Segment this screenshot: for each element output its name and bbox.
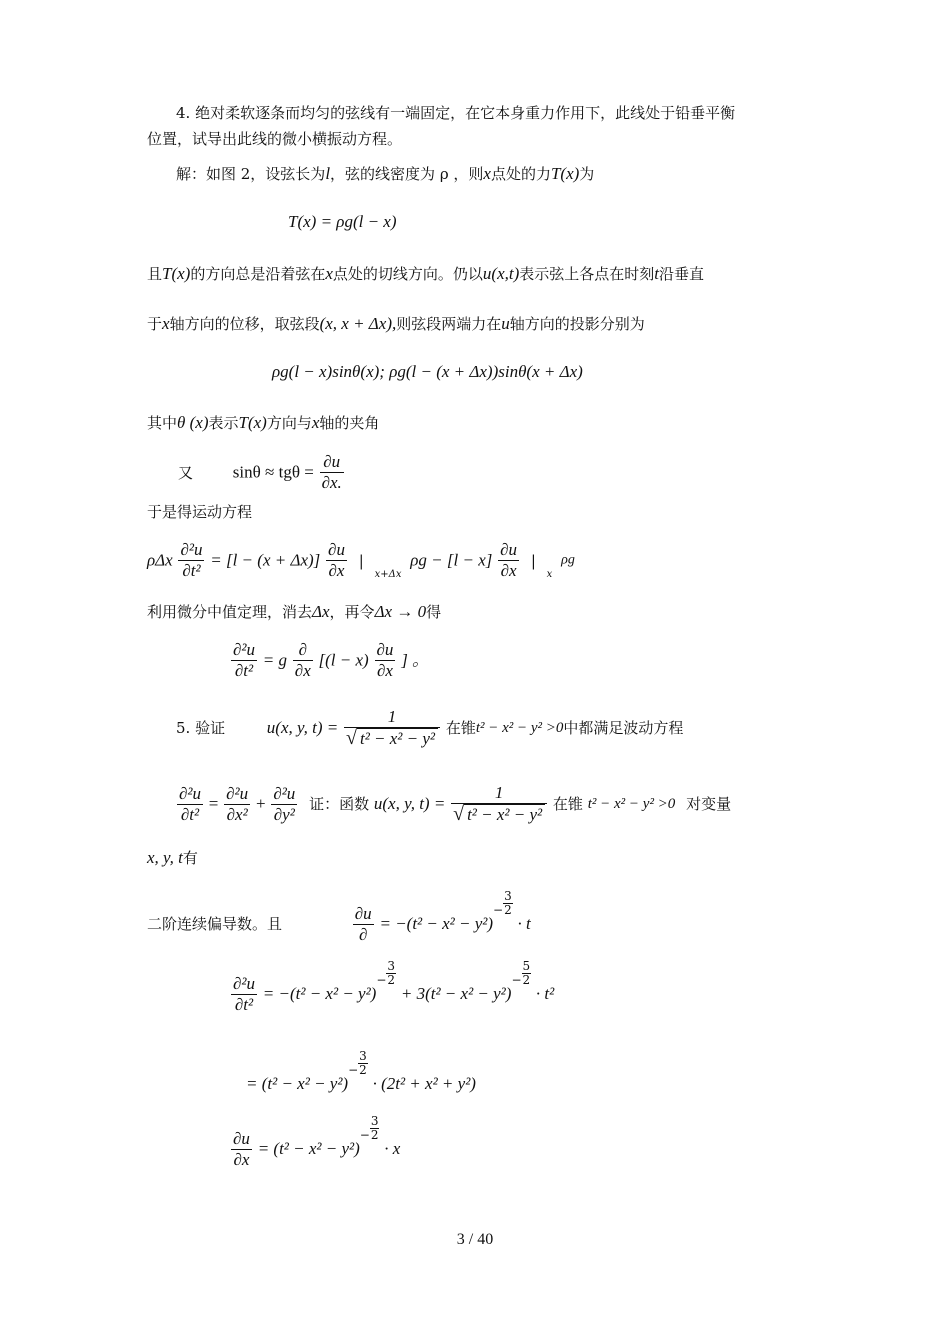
paragraph-motion: 于是得运动方程 xyxy=(147,503,253,521)
equation-d2u-dt2: $\frac{\text{∂²u}}{\text{∂t²}}$ = −(t² − x² − y²)− $\frac{3}{2}$ + 3(t² − x² − y²)− $\frac{5}{2}$ · t² xyxy=(233,959,555,1014)
equation-small-angle: 又 sinθ ≈ tgθ = $\frac{\partial u}{\partial x.}$ xyxy=(178,452,342,492)
problem5-vars: x, y, t有 xyxy=(147,848,198,867)
problem5-proof-start: $\frac{\text{∂²u}}{\text{∂t²}}$ = $\frac{\text{∂²u}}{\text{∂x²}}$ + $\frac{\text{∂²u}}{\text{∂y²}}$ 证：函数 u(x, y, t) = $\frac{1}{\text{√ t² − x² − y²}}$ 在锥 t² − x² − y² >0 对变量 xyxy=(179,783,732,825)
equation-tension: T(x) = ρg(l − x) xyxy=(288,212,397,231)
solution-intro: 解：如图 2，设弦长为l，弦的线密度为 ρ ，则x点处的力T(x)为 xyxy=(176,164,595,183)
equation-motion: ρΔx $\frac{\text{∂²u}}{\text{∂t²}}$ = [l − (x + Δx)] $\frac{\partial u}{\partial x}$ | $_{x+\Delta x}$ ρg − [l − x] $\frac{\partial u}{\partial x}$ | $_x$ ρg xyxy=(147,540,575,580)
paragraph-direction: 且T(x)的方向总是沿着弦在x点处的切线方向。仍以u(x,t)表示弦上各点在时刻t沿垂直 xyxy=(147,264,705,283)
problem4-line1: 4. 绝对柔软逐条而均匀的弦线有一端固定，在它本身重力作用下，此线处于铅垂平衡 xyxy=(176,104,736,122)
equation-wave-string: $\frac{\text{∂²u}}{\text{∂t²}}$ = g $\frac{\partial}{\partial x}$ [(l − x) $\frac{\partial u}{\partial x}$ ] 。 xyxy=(233,640,430,680)
equation-du-dt: 二阶连续偏导数。且 $\frac{\partial u}{\partial}$ = −(t² − x² − y²)− $\frac{3}{2}$ · t xyxy=(147,889,531,944)
problem4-line2: 位置，试导出此线的微小横振动方程。 xyxy=(147,130,403,148)
equation-projection: ρg(l − x)sinθ(x); ρg(l − (x + Δx))sinθ(x + Δx) xyxy=(272,362,583,381)
paragraph-segment: 于x轴方向的位移，取弦段(x, x + Δx),则弦段两端力在u轴方向的投影分别为 xyxy=(147,314,645,333)
page-number: 3 / 40 xyxy=(456,1231,494,1248)
paragraph-mean-value: 利用微分中值定理，消去Δx，再令Δx → 0得 xyxy=(147,602,442,621)
paragraph-angle: 其中θ (x)表示T(x)方向与x轴的夹角 xyxy=(147,413,380,432)
equation-du-dx: $\frac{\partial u}{\partial x}$ = (t² − x² − y²)− $\frac{3}{2}$ · x xyxy=(233,1114,401,1169)
equation-simplified: = (t² − x² − y²)− $\frac{3}{2}$ · (2t² + x² + y²) xyxy=(246,1049,476,1093)
problem5-statement: 5. 验证 u(x, y, t) = $\frac{1}{\text{√ t² − x² − y²}}$ 在锥t² − x² − y² >0中都满足波动方程 xyxy=(176,707,684,749)
